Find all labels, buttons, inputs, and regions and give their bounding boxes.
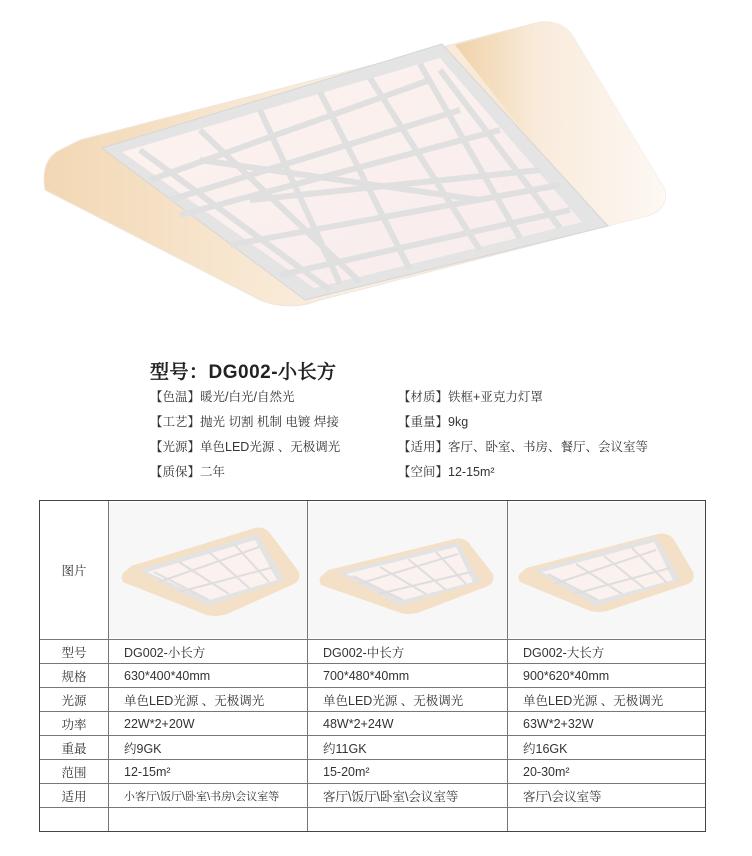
spec-applicable [398,437,648,455]
row-label-light: 光源 [61,693,87,708]
cell-usage-large: 客厅\会议室等 [523,789,602,804]
spec-value: 铁框+亚克力灯罩 [448,390,543,404]
cell-size-large: 900*620*40mm [523,668,610,683]
cell-size-small: 630*400*40mm [124,668,211,683]
cell-power-large: 63W*2+32W [523,716,594,731]
spec-value: 二年 [200,465,226,479]
spec-material [398,387,543,405]
cell-light-medium: 单色LED光源 、无极调光 [323,693,464,708]
cell-light-large: 单色LED光源 、无极调光 [523,693,664,708]
cell-size-medium: 700*480*40mm [323,668,410,683]
row-label-size: 规格 [61,669,87,684]
spec-light-source [150,437,340,455]
row-label-model: 型号 [61,645,87,660]
cell-weight-medium: 约11GK [323,741,367,756]
spec-label: 【光源】 [150,440,201,454]
cell-weight-small: 约9GK [124,741,162,756]
model-title: 型号：DG002-小长方 [150,362,337,383]
spec-space [398,462,495,480]
spec-warranty [150,462,225,480]
row-label-weight: 重最 [61,741,87,756]
spec-label: 【空间】 [398,465,449,479]
cell-light-small: 单色LED光源 、无极调光 [124,693,265,708]
spec-value: 单色LED光源 、无极调光 [200,440,341,454]
spec-craft [150,412,339,430]
thumbnail-medium [308,502,507,638]
comparison-table [39,500,706,832]
spec-label: 【适用】 [398,440,449,454]
spec-color-temp [150,387,294,405]
thumbnail-large [508,502,705,638]
cell-range-large: 20-30m² [523,764,570,779]
cell-weight-large: 约16GK [523,741,568,756]
cell-power-medium: 48W*2+24W [323,716,394,731]
spec-value: 12-15m² [448,465,495,479]
row-label-power: 功率 [61,717,87,732]
spec-value: 客厅、卧室、书房、餐厅、会议室等 [448,440,649,454]
cell-model-medium: DG002-中长方 [323,645,405,660]
spec-value: 抛光 切割 机制 电镀 焊接 [200,415,339,429]
cell-range-medium: 15-20m² [323,764,370,779]
spec-label: 【色温】 [150,390,201,404]
spec-label: 【重量】 [398,415,449,429]
spec-label: 【工艺】 [150,415,201,429]
spec-label: 【材质】 [398,390,449,404]
cell-model-small: DG002-小长方 [124,645,206,660]
thumbnail-small [109,502,307,638]
spec-value: 暖光/白光/自然光 [200,390,295,404]
spec-label: 【质保】 [150,465,201,479]
cell-model-large: DG002-大长方 [523,645,605,660]
cell-usage-medium: 客厅\饭厅\卧室\会议室等 [323,789,459,804]
row-label-image: 图片 [61,564,87,578]
cell-power-small: 22W*2+20W [124,716,195,731]
row-label-range: 范围 [61,765,87,780]
cell-range-small: 12-15m² [124,764,171,779]
cell-usage-small: 小客厅\饭厅\卧室\书房\会议室等 [124,790,280,803]
spec-weight [398,412,468,430]
spec-value: 9kg [448,415,469,429]
row-label-usage: 适用 [61,789,87,804]
product-hero-image [0,0,752,340]
